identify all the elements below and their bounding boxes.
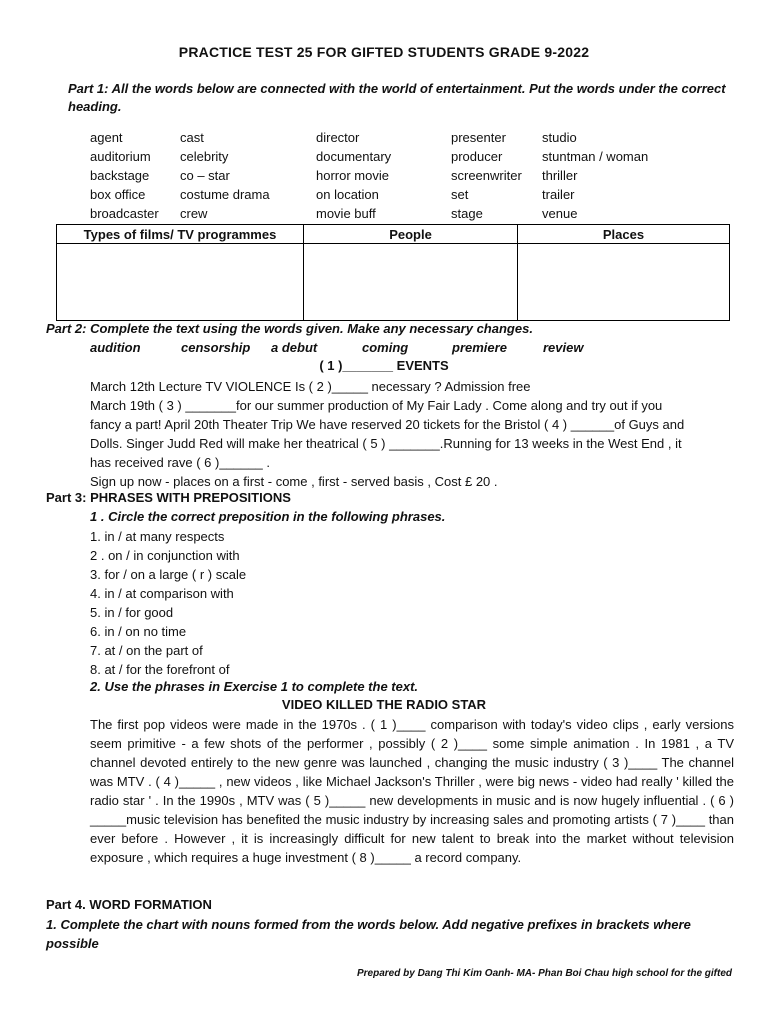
word-item: trailer bbox=[542, 187, 575, 202]
word-item: movie buff bbox=[316, 206, 376, 221]
events-line: has received rave ( 6 )______ . bbox=[90, 455, 270, 470]
events-text bbox=[90, 377, 730, 491]
text-title: VIDEO KILLED THE RADIO STAR bbox=[281, 697, 487, 712]
part1-instruction: Part 1: All the words below are connected with the world of entertainment. Put the words under the correct heading. bbox=[68, 81, 726, 114]
part4-instruction: 1. Complete the chart with nouns formed from the words below. Add negative prefixes in brackets where possible bbox=[46, 917, 691, 951]
word-item: thriller bbox=[542, 168, 578, 183]
part2-instruction: Part 2: Complete the text using the words given. Make any necessary changes. bbox=[46, 321, 533, 336]
phrase-item: 6. in / on no time bbox=[90, 624, 187, 639]
word-column-5 bbox=[542, 128, 648, 223]
word-item: agent bbox=[90, 130, 123, 145]
table-header-types: Types of films/ TV programmes bbox=[57, 225, 304, 244]
footer-credit: Prepared by Dang Thi Kim Oanh- MA- Phan Boi Chau high school for the gifted bbox=[356, 968, 732, 979]
events-line: Dolls. Singer Judd Red will make her theatrical ( 5 ) _______.Running for 13 weeks in the West End , it bbox=[90, 436, 682, 451]
phrase-list bbox=[90, 527, 246, 679]
word-item: cast bbox=[180, 130, 204, 145]
events-heading: ( 1 )_______ EVENTS bbox=[319, 358, 449, 373]
events-line: Sign up now - places on a first - come , first - served basis , Cost £ 20 . bbox=[90, 474, 498, 489]
page-title: PRACTICE TEST 25 FOR GIFTED STUDENTS GRADE 9-2022 bbox=[178, 44, 590, 60]
phrase-item: 2 . on / in conjunction with bbox=[90, 548, 240, 563]
word-item: co – star bbox=[180, 168, 230, 183]
word-item: stage bbox=[451, 206, 483, 221]
word-column-3 bbox=[316, 128, 391, 223]
word-item: director bbox=[316, 130, 360, 145]
phrase-item: 5. in / for good bbox=[90, 605, 174, 620]
word-item: crew bbox=[180, 206, 208, 221]
phrase-item: 4. in / at comparison with bbox=[90, 586, 234, 601]
word-item: broadcaster bbox=[90, 206, 159, 221]
word-item: studio bbox=[542, 130, 577, 145]
word-item: celebrity bbox=[180, 149, 229, 164]
answer-cell-places[interactable] bbox=[518, 244, 730, 321]
cloze-text: The first pop videos were made in the 1970s . ( 1 )____ comparison with today's video clips , early versions seem primitive - a few shots of the performer , possibly ( 2 )____ some simple animation . In 1981 , a TV channel devoted entirely to the new genre was launched , changing the music industry ( 3 )____ The channel was MTV . ( 4 )_____ , new videos , like Michael Jackson's Thriller , were big news - video had really ' killed the radio star ' . In the 1990s , MTV was ( 5 )_____ new developments in music and is now hugely influential . ( 6 ) _____music television has benefited the music industry by increasing sales and promoting artists ( 7 )____ than ever before . However , it is increasingly difficult for new talent to break into the market without television exposure , which requires a huge investment ( 8 )_____ a record company. bbox=[90, 717, 734, 865]
events-line: March 12th Lecture TV VIOLENCE Is ( 2 )_____ necessary ? Admission free bbox=[90, 379, 531, 394]
word-item: horror movie bbox=[316, 168, 389, 183]
phrase-item: 8. at / for the forefront of bbox=[90, 662, 230, 677]
word-item: costume drama bbox=[180, 187, 270, 202]
word-column-4 bbox=[451, 128, 522, 223]
word-column-1 bbox=[90, 128, 159, 223]
events-line: March 19th ( 3 ) _______for our summer production of My Fair Lady . Come along and try out if you bbox=[90, 398, 663, 413]
answer-cell-people[interactable] bbox=[304, 244, 518, 321]
phrase-item: 7. at / on the part of bbox=[90, 643, 203, 658]
word-item: documentary bbox=[316, 149, 392, 164]
word-item: venue bbox=[542, 206, 578, 221]
word-item: auditorium bbox=[90, 149, 151, 164]
part2-word: review bbox=[543, 340, 584, 355]
part2-word: a debut bbox=[271, 340, 318, 355]
category-table bbox=[56, 224, 730, 321]
phrase-item: 3. for / on a large ( r ) scale bbox=[90, 567, 247, 582]
word-item: on location bbox=[316, 187, 379, 202]
phrase-item: 1. in / at many respects bbox=[90, 529, 225, 544]
word-item: backstage bbox=[90, 168, 150, 183]
word-item: box office bbox=[90, 187, 146, 202]
word-item: presenter bbox=[451, 130, 506, 145]
part2-word: censorship bbox=[181, 340, 251, 355]
exercise2-instruction: 2. Use the phrases in Exercise 1 to complete the text. bbox=[90, 679, 419, 694]
word-item: set bbox=[451, 187, 469, 202]
table-header-places: Places bbox=[518, 225, 730, 244]
exercise1-instruction: 1 . Circle the correct preposition in the following phrases. bbox=[90, 509, 446, 524]
answer-cell-types[interactable] bbox=[57, 244, 304, 321]
events-line: fancy a part! April 20th Theater Trip We have reserved 20 tickets for the Bristol ( 4 ) ______of Guys and bbox=[90, 417, 685, 432]
part3-heading: Part 3: PHRASES WITH PREPOSITIONS bbox=[46, 490, 291, 505]
word-column-2 bbox=[180, 128, 270, 223]
word-item: stuntman / woman bbox=[542, 149, 649, 164]
word-item: producer bbox=[451, 149, 503, 164]
part2-word: coming bbox=[362, 340, 409, 355]
part4-heading: Part 4. WORD FORMATION bbox=[46, 897, 212, 912]
part2-word: audition bbox=[90, 340, 141, 355]
table-header-people: People bbox=[304, 225, 518, 244]
word-item: screenwriter bbox=[451, 168, 522, 183]
part2-word: premiere bbox=[452, 340, 507, 355]
